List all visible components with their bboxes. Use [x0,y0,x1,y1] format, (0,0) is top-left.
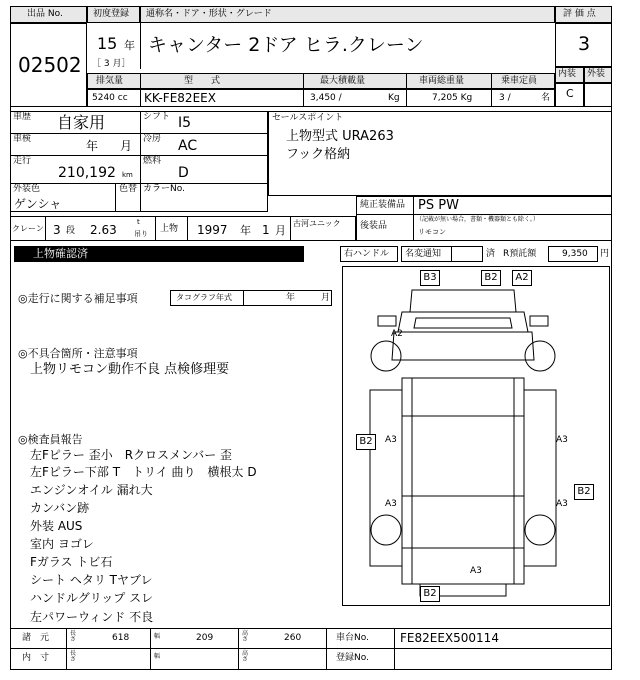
damage-mark: A2 [512,270,532,286]
shift-value: I5 [178,115,192,131]
standard-equip-label: 純正装備品 [360,200,406,210]
length-label: 長さ [70,650,77,663]
exterior-grade-cell [584,83,612,107]
gross-weight-label: 車両総重量 [419,76,465,86]
width-label: 幅 [154,633,161,640]
interior-dims-label: 内 寸 [22,653,50,663]
crane-capacity: 2.63 [90,223,117,237]
fuel-label: 燃料 [143,156,162,166]
damage-mark: B2 [481,270,501,286]
displacement-label: 排気量 [96,76,124,86]
divider [238,628,239,670]
divider [290,216,291,241]
vehicle-name-label: 通称名・ドア・形状・グレード [146,9,272,19]
exterior-label: 外装 [587,69,606,79]
body-year-unit: 年 [240,224,251,237]
report-line: 左Fピラー下部 T トリイ 曲り 横根太 D [30,465,257,479]
divider [66,628,67,670]
divider [413,196,414,241]
aftermarket-value: リモコン [418,228,446,236]
inspection-year: 年 [86,139,99,153]
length-value: 618 [112,633,130,643]
tachograph-month: 月 [321,293,331,303]
crane-stages-unit: 段 [66,226,76,236]
recycle-fee-value: 9,350 [562,249,588,259]
history-label: 車歴 [13,112,32,122]
report-line: 室内 ヨゴレ [30,537,94,551]
crane-unit-top: t [137,218,140,226]
interior-label: 内装 [558,69,577,79]
recycle-done-label: 済 [486,249,496,259]
reg-year: 15 [97,34,118,53]
model-label: 型 式 [184,76,221,86]
length-label: 長さ [70,630,77,643]
tachograph-label: タコグラフ年式 [176,293,232,302]
divider [150,628,151,670]
shift-label: シフト [143,112,171,122]
crane-stages: 3 [53,223,61,237]
interior-grade: C [566,87,574,100]
divider [140,111,141,212]
damage-mark: A2 [391,329,403,339]
inspection-month: 月 [120,139,133,153]
body-check-label: 上物確認済 [33,247,88,260]
report-line: 外装 AUS [30,519,83,533]
body-month-unit: 月 [275,224,286,237]
damage-mark: A3 [385,435,397,445]
max-load-unit: Kg [388,93,400,103]
mileage-value: 210,192 [58,165,116,181]
capacity-label: 乗車定員 [501,76,538,86]
crane-label: クレーン [12,224,44,233]
divider [140,23,141,69]
report-line: ハンドルグリップ スレ [30,591,154,605]
divider [326,628,327,670]
report-line: 左Fピラー 歪小 Rクロスメンバー 歪 [30,448,233,462]
damage-mark: A3 [470,566,482,576]
ext-color-value: ゲンシャ [14,197,62,211]
width-value: 209 [196,633,214,643]
fuel-value: D [178,165,189,181]
displacement-value: 5240 cc [92,93,128,103]
height-value: 260 [284,633,302,643]
steering-value: 右ハンドル [344,249,390,259]
lot-number: 02502 [18,53,82,77]
report-line: シート ヘタリ Tヤブレ [30,573,153,587]
damage-mark: A3 [556,435,568,445]
recycle-fee-label: R預託額 [503,249,537,259]
cooling-label: 冷房 [143,134,162,144]
lot-label: 出品 No. [27,9,63,19]
mileage-unit: km [122,171,133,179]
damage-mark: A3 [556,499,568,509]
height-label: 高さ [242,650,249,663]
damage-mark: A3 [385,499,397,509]
truck-outline-diagram [342,266,610,606]
damage-mark: B2 [356,434,376,450]
divider [155,216,156,241]
chassis-notice-label: 名変通知 [405,249,442,259]
score-label: 評 価 点 [563,9,596,19]
max-load-value: 3,450 / [310,93,342,103]
divider [187,216,188,241]
capacity-value: 3 / [499,93,511,103]
report-line: 左パワーウィンド 不良 [30,610,154,624]
capacity-unit: 名 [541,93,551,103]
driving-notes-label: ◎走行に関する補足事項 [18,292,138,305]
width-label: 幅 [154,653,161,660]
sales-point-line2: フック格納 [286,147,351,162]
inspection-label: 車検 [13,134,32,144]
model-value: KK-FE82EEX [144,91,216,105]
defects-label: ◎不具合箇所・注意事項 [18,347,138,360]
body-label: 上物 [160,224,179,234]
sales-point-line1: 上物型式 URA263 [286,129,394,144]
height-label: 高さ [242,630,249,643]
vehicle-name: キャンター 2ドア ヒラ.クレーン [148,34,424,56]
recycle-unit: 円 [600,249,610,259]
damage-mark: B2 [574,484,594,500]
divider [45,216,46,241]
aftermarket-label: 後装品 [360,221,388,231]
divider [10,183,268,184]
report-line: Fガラス トビ石 [30,555,113,569]
reg-no-label: 登録No. [336,653,369,663]
aftermarket-note: （記載が無い場合，書類・機器類とも除く。） [416,216,539,223]
score-value: 3 [578,33,591,55]
sales-point-label: セールスポイント [272,113,344,123]
max-load-label: 最大積載量 [320,76,366,86]
gross-weight-value: 7,205 Kg [432,93,473,103]
divider [10,648,612,649]
divider [451,246,452,262]
divider [10,155,268,156]
body-month: 1 [262,223,270,237]
report-line: エンジンオイル 漏れ大 [30,483,153,497]
crane-maker: 古河ユニック [293,219,341,228]
color-no-label: カラーNo. [143,184,185,194]
cooling-value: AC [178,138,198,154]
standard-equip-value: PS PW [418,198,459,213]
reg-year-unit: 年 [124,39,135,52]
divider [356,214,612,215]
frame-no-label: 車台No. [336,633,369,643]
ext-color-label: 外装色 [13,184,41,194]
reg-month: ［ 3 月］ [92,59,131,69]
tachograph-year: 年 [286,293,296,303]
divider [394,628,395,670]
divider [115,183,116,212]
color-code-label: 色替 [119,184,138,194]
mileage-label: 走行 [13,156,32,166]
first-reg-label: 初度登録 [93,9,130,19]
inspector-report-label: ◎検査員報告 [18,433,83,446]
damage-mark: B2 [420,586,440,602]
body-year: 1997 [197,223,228,237]
frame-no-value: FE82EEX500114 [400,631,499,645]
divider [243,290,244,306]
footer-table [10,628,612,670]
report-line: カンバン跡 [30,501,90,515]
history-value: 自家用 [57,113,106,132]
divider [10,133,268,134]
dims-label: 諸 元 [22,633,50,643]
crane-unit-bottom: 吊り [134,230,148,238]
damage-mark: B3 [420,270,440,286]
defect-line-1: 上物リモコン動作不良 点検修理要 [30,362,230,377]
